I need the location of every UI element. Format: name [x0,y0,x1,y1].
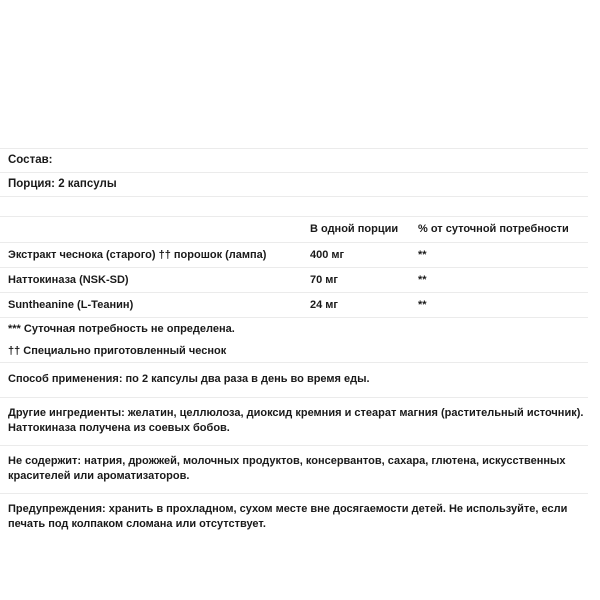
ingredient-name: Экстракт чеснока (старого) †† порошок (лампа) [8,248,267,261]
composition-title-row [0,149,600,172]
serving-size-text: Порция: 2 капсулы [8,178,117,190]
composition-title: Состав: [8,154,53,166]
footnote-garlic-text: †† Специально приготовленный чеснок [8,344,227,357]
label-content [0,148,600,538]
table-header-row [0,217,600,242]
ingredient-daily-value: ** [418,298,427,311]
footnote-daily-value [0,318,600,340]
column-header-daily-value: % от суточной потребности [418,223,569,235]
table-row [0,268,600,292]
directions-paragraph: Способ применения: по 2 капсулы два раза в день во время еды. [8,373,370,385]
free-from-paragraph: Не содержит: натрия, дрожжей, молочных продуктов, консервантов, сахара, глютена, искусственных красителей или ароматизаторов. [8,454,566,482]
table-spacer [0,197,600,216]
ingredient-name: Наттокиназа (NSK-SD) [8,273,129,286]
table-row [0,243,600,267]
ingredient-name: Suntheanine (L-Теанин) [8,298,134,311]
ingredient-amount: 70 мг [310,273,339,286]
footnote-daily-value-text: *** Суточная потребность не определена. [8,322,235,335]
ingredient-daily-value: ** [418,248,427,261]
ingredient-amount: 400 мг [310,248,345,261]
ingredient-amount: 24 мг [310,298,339,311]
ingredient-daily-value: ** [418,273,427,286]
column-header-per-serving: В одной порции [310,223,399,235]
table-row [0,293,600,317]
footnote-garlic [0,340,600,362]
serving-title-row [0,173,600,196]
warnings-paragraph: Предупреждения: хранить в прохладном, сухом месте вне досягаемости детей. Не используйте, если печать под колпаком сломана или отсутствует. [8,502,568,530]
other-ingredients-paragraph: Другие ингредиенты: желатин, целлюлоза, диоксид кремния и стеарат магния (растительный источник). Наттокиназа получена из соевых бобов. [8,406,584,434]
